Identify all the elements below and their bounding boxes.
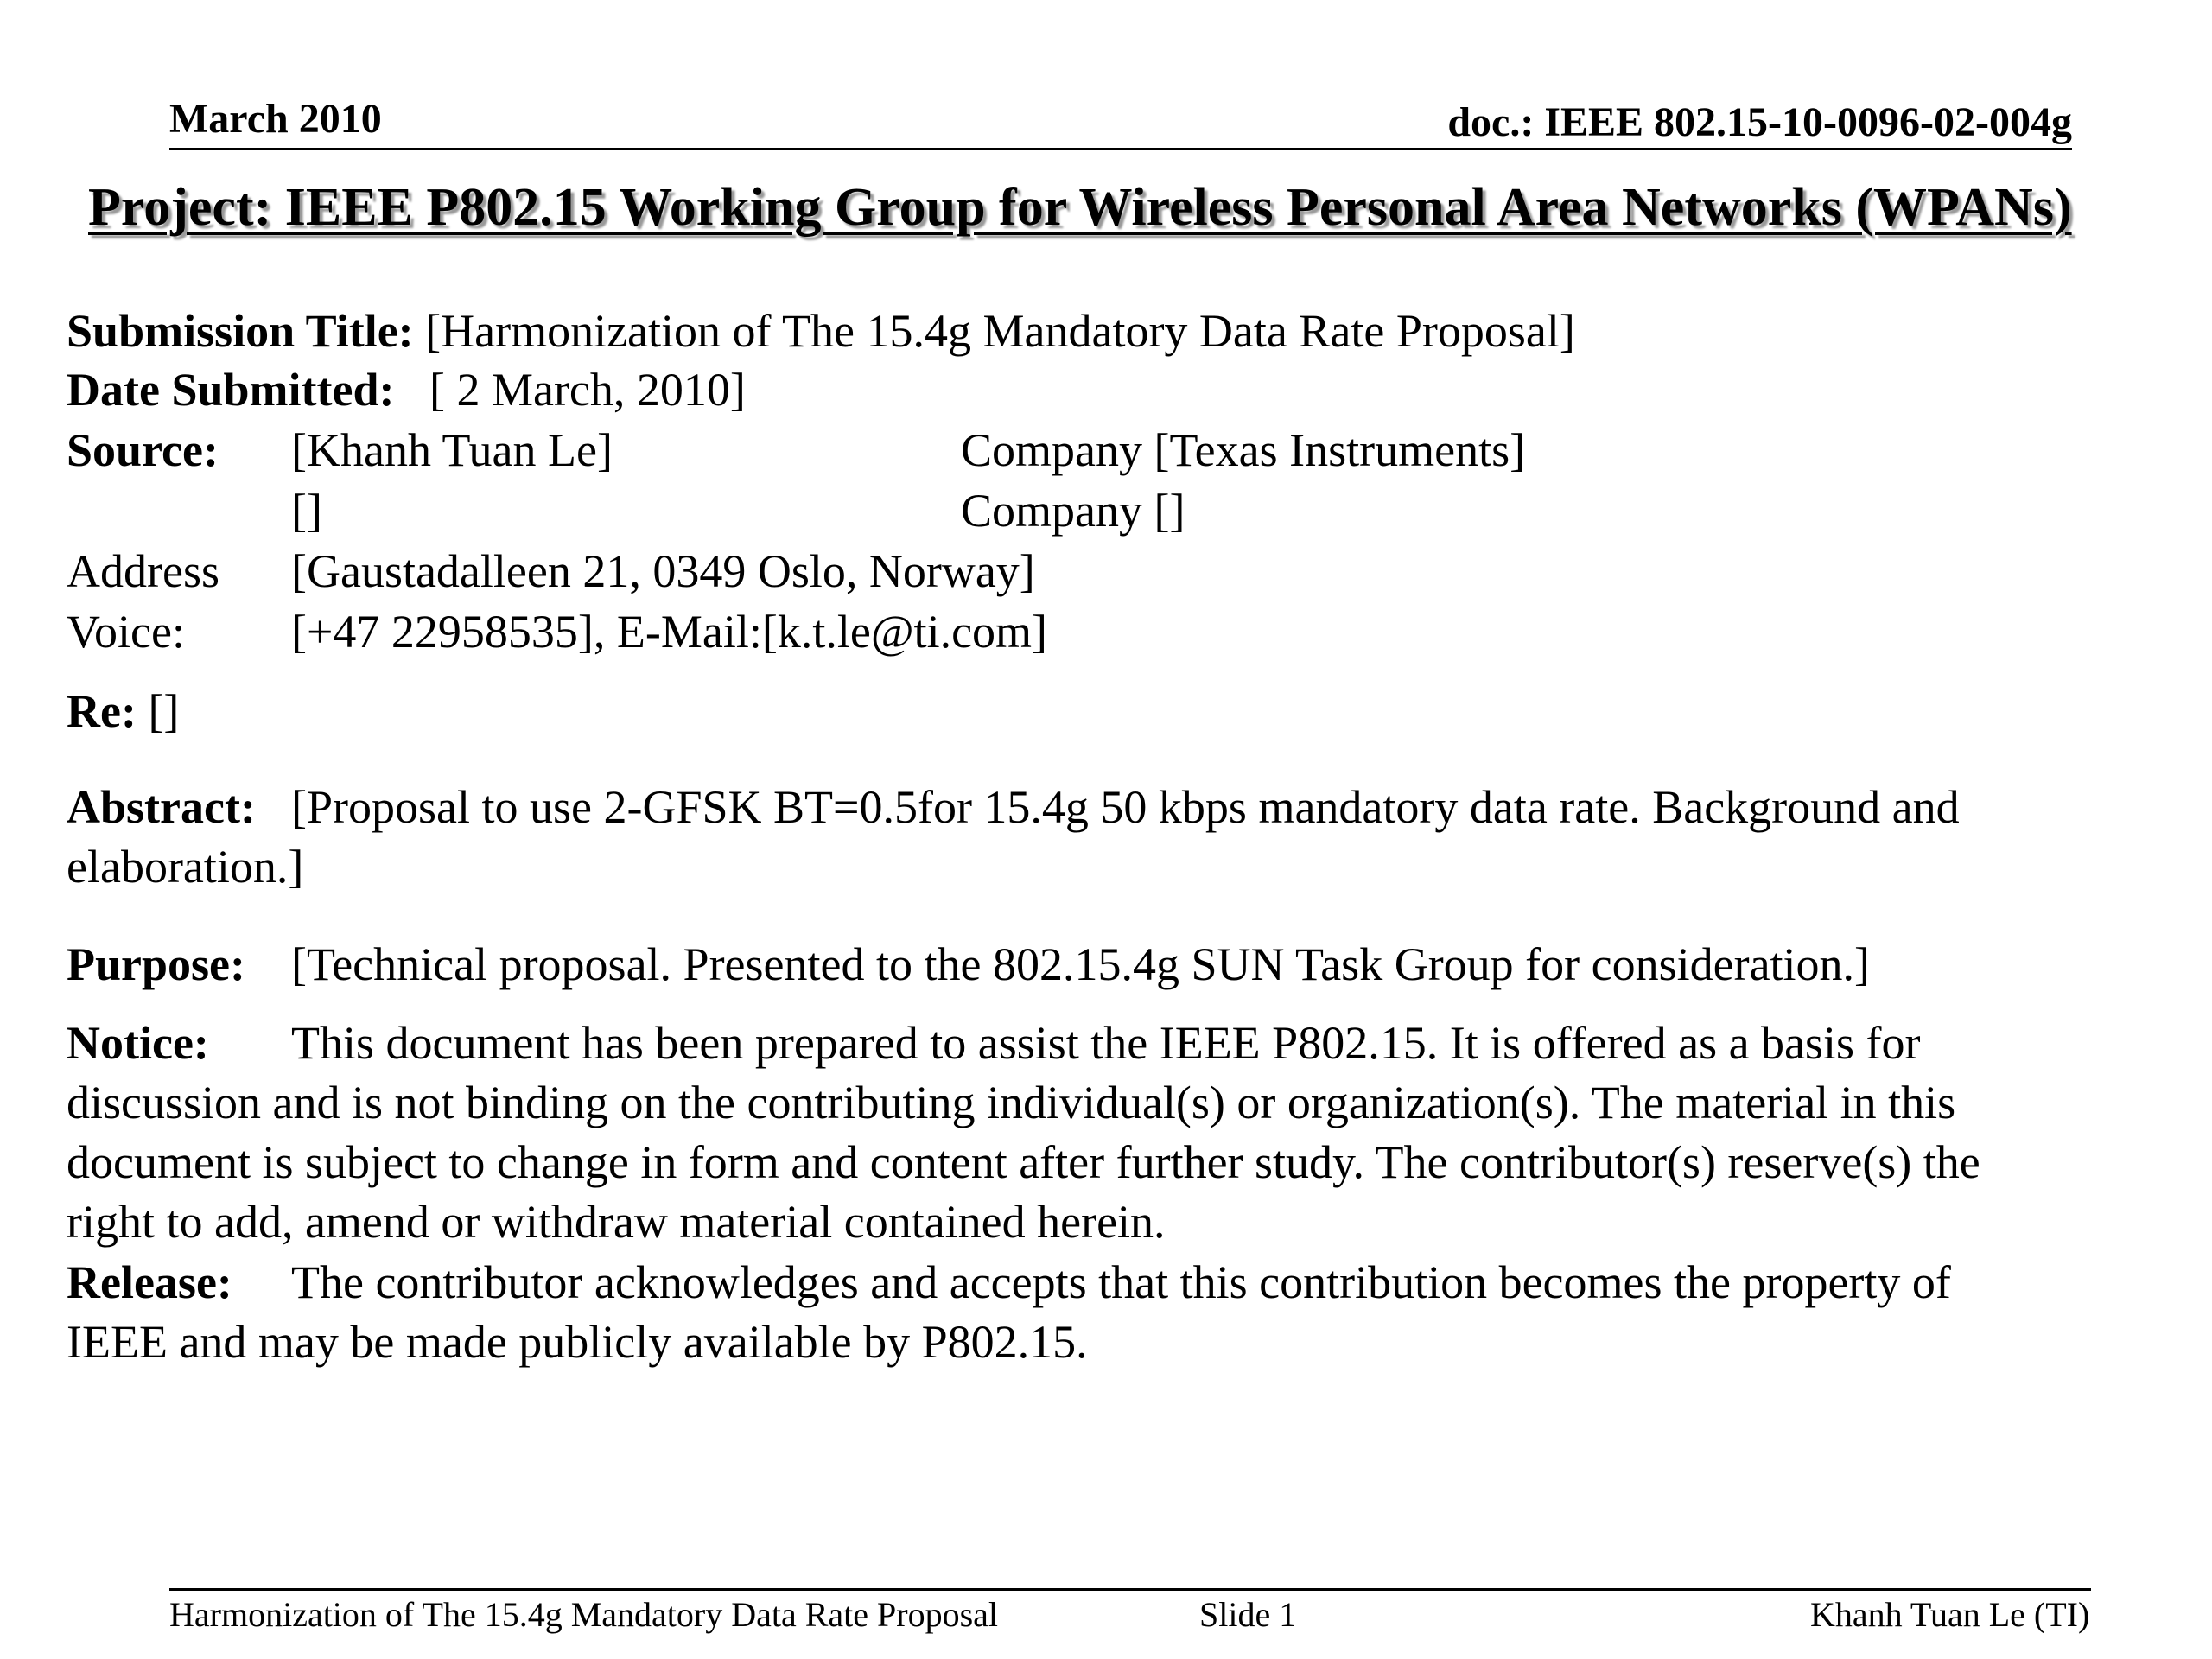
voice-value: [+47 22958535], E-Mail:[k.t.le@ti.com] <box>291 606 1048 658</box>
header-doc-id: doc.: IEEE 802.15-10-0096-02-004g <box>1447 99 2072 145</box>
purpose-line <box>67 938 1870 991</box>
source-company-2: Company [] <box>961 485 1185 537</box>
notice-line-4: right to add, amend or withdraw material contained herein. <box>67 1196 1166 1248</box>
date-submitted-value: [ 2 March, 2010] <box>429 364 746 416</box>
project-title: Project: IEEE P802.15 Working Group for Wireless Personal Area Networks (WPANs) <box>88 178 2072 237</box>
abstract-label: Abstract: <box>67 781 256 833</box>
address-value: [Gaustadalleen 21, 0349 Oslo, Norway] <box>291 545 1035 597</box>
notice-text-1: This document has been prepared to assist the IEEE P802.15. It is offered as a basis for <box>291 1017 1921 1069</box>
header-divider <box>169 148 2072 150</box>
abstract-line-2: elaboration.] <box>67 841 304 893</box>
notice-line-2: discussion and is not binding on the contributing individual(s) or organization(s). The material in this <box>67 1077 1956 1128</box>
notice-label: Notice: <box>67 1017 209 1069</box>
notice-line-3: document is subject to change in form and content after further study. The contributor(s) reserve(s) the <box>67 1136 1980 1188</box>
release-text-1: The contributor acknowledges and accepts that this contribution becomes the property of <box>291 1256 1951 1308</box>
source-label: Source: <box>67 424 219 476</box>
submission-title-value: [Harmonization of The 15.4g Mandatory Data Rate Proposal] <box>425 305 1575 357</box>
abstract-line-1 <box>67 780 1960 834</box>
purpose-value: [Technical proposal. Presented to the 802.15.4g SUN Task Group for consideration.] <box>291 938 1871 990</box>
release-label: Release: <box>67 1256 232 1308</box>
release-line-2: IEEE and may be made publicly available by P802.15. <box>67 1316 1088 1368</box>
source-company-1: Company [Texas Instruments] <box>961 424 1526 476</box>
release-line-1 <box>67 1255 1951 1309</box>
footer-divider <box>169 1588 2091 1591</box>
date-submitted-label: Date Submitted: <box>67 364 395 416</box>
submission-title-label: Submission Title: <box>67 305 414 357</box>
footer-author: Khanh Tuan Le (TI) <box>1810 1595 2090 1634</box>
footer-slide-number: Slide 1 <box>1199 1595 1297 1634</box>
submission-title <box>67 304 1575 358</box>
purpose-label: Purpose: <box>67 938 245 990</box>
voice-label: Voice: <box>67 606 185 658</box>
abstract-text-1: [Proposal to use 2-GFSK BT=0.5for 15.4g 50 kbps mandatory data rate. Background and <box>291 781 1960 833</box>
re-line <box>67 684 179 738</box>
footer-title: Harmonization of The 15.4g Mandatory Data Rate Proposal <box>169 1595 999 1634</box>
source-name-1: [Khanh Tuan Le] <box>291 424 613 476</box>
re-label: Re: <box>67 685 137 737</box>
date-submitted <box>67 363 746 416</box>
header-date: March 2010 <box>169 96 382 142</box>
notice-line-1 <box>67 1016 1921 1070</box>
source-name-2: [] <box>291 485 322 537</box>
re-value: [] <box>148 685 180 737</box>
address-label: Address <box>67 545 219 597</box>
